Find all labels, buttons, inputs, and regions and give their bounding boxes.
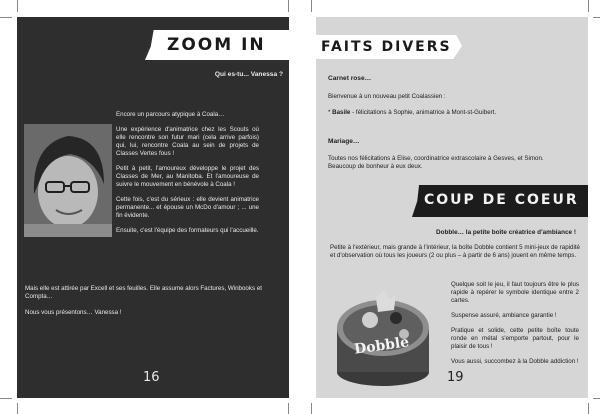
page-number: 19 [447,370,464,385]
dobble-text-block [451,281,579,366]
paragraph: Mais elle est attirée par Excell et ses feuilles. Elle assume alors Factures, Winbooks et Compta… [25,285,262,300]
carnet-entry [328,109,578,117]
game-logo: Dobble [353,334,411,358]
portrait-image [24,124,112,237]
subtitle: Qui es-tu... Vanessa ? [214,71,283,78]
crop-mark [311,0,312,12]
crop-mark [288,0,289,12]
crop-mark [588,403,589,414]
mariage-text: Toutes nos félicitations à Elise, coordinatrice extrascolaire à Gesves, et Simon. Beaucoup de bonheur à eux deux. [328,155,544,170]
mariage-heading: Mariage… [328,138,360,145]
closing-text-block [25,285,271,317]
paragraph: Vous aussi, succombez à la Dobble addiction ! [451,358,579,365]
paragraph: Une expérience d'animatrice chez les Scouts où elle rencontre son futur mari (cela arrive parfois) qui, lui, rencontre Coala au sein de projets de Classes Vertes fous ! [116,126,259,157]
dobble-heading: Dobble… la petite boîte créatrice d'ambiance ! [435,229,576,236]
crop-mark [311,403,312,414]
baby-name: Basile [332,109,351,116]
page-title: ZOOM IN [167,35,266,55]
portrait-photo [24,124,112,237]
paragraph: Ensuite, c'est l'équipe des formateurs qui l'accueille. [116,227,259,234]
crop-mark [17,0,18,12]
crop-mark [288,403,289,414]
left-page [17,17,289,398]
paragraph: Cette fois, c'est du sérieux : elle devient animatrice permanente... et épouse un McDo d'amour ; ... une fin évidente. [116,196,259,219]
carnet-detail: - félicitations à Sophie, animatrice à Mont-st-Guibert. [350,109,497,116]
paragraph: Suspense assuré, ambiance garantie ! [451,312,557,319]
dobble-tin-image [334,282,432,390]
paragraph: Pratique et solide, cette petite boîte toute ronde en métal s'emporte partout, pour le plaisir de tous ! [451,327,579,350]
paragraph: Quelque soit le jeu, il faut toujours être le plus rapide à repérer le symbole identique entre 2 cartes. [451,281,579,304]
crop-mark [17,403,18,414]
intro-text-block [116,111,259,235]
page-number: 16 [143,370,160,385]
paragraph: Nous vous présentons… Vanessa ! [25,309,122,316]
paragraph: Petit à petit, l'amoureux développe le projet des Classes de Mer, au Manitoba. Et l'amoureuse de suivre le mouvement en bénévole à Coala ! [116,165,259,188]
section-title: COUP DE COEUR [424,192,579,208]
paragraph: Encore un parcours atypique à Coala… [116,111,225,118]
dobble-tin-svg [334,282,432,390]
crop-mark [588,0,589,12]
crop-mark [593,17,600,18]
dobble-intro: Petite à l'extérieur, mais grande à l'intérieur, la boîte Dobble contient 5 mini-jeux de rapidité et d'observation où tous les joueurs (2 ou plus – à partir de 6 ans) jouent en même temps. [330,244,580,259]
crop-mark [0,17,12,18]
right-page [316,17,588,398]
page-title: FAITS DIVERS [321,39,452,55]
carnet-intro: Bienvenue à un nouveau petit Coalassien : [328,93,446,100]
crop-mark [0,398,12,399]
crop-mark [593,398,600,399]
bullet: * [328,109,333,116]
carnet-heading: Carnet rose… [328,75,372,82]
